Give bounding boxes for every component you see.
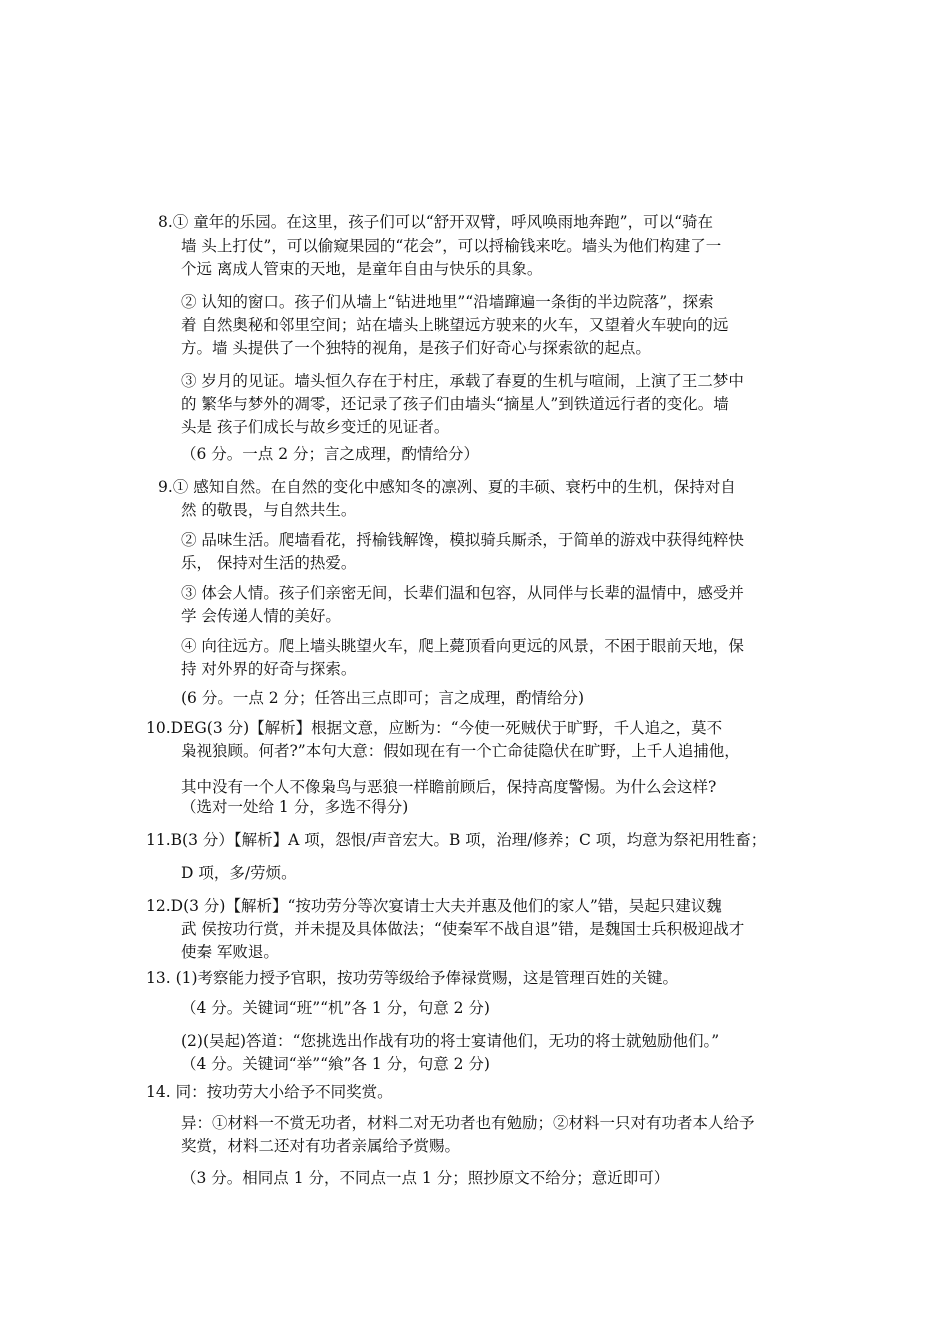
q14-score: （3 分。相同点 1 分，不同点一点 1 分；照抄原文不给分；意近即可） xyxy=(181,1169,670,1187)
q9-line-2: 然 的敬畏，与自然共生。 xyxy=(181,501,357,519)
q8-line-6: 方。墙 头提供了一个独特的视角，是孩子们好奇心与探索欲的起点。 xyxy=(181,339,651,357)
q14-line-1: 14. 同：按功劳大小给予不同奖赏。 xyxy=(146,1083,393,1101)
q9-line-8: 持 对外界的好奇与探索。 xyxy=(181,660,357,678)
q10-line-3: 其中没有一个人不像枭鸟与恶狼一样瞻前顾后，保持高度警惕。为什么会这样? xyxy=(181,778,717,796)
q8-line-9: 头是 孩子们成长与故乡变迁的见证者。 xyxy=(181,418,450,436)
q12-line-1: 12.D(3 分)【解析】“按功劳分等次宴请士大夫并惠及他们的家人”错，吴起只建议魏 xyxy=(146,897,722,915)
q11-line-2: D 项，多/劳烦。 xyxy=(181,864,297,882)
q14-line-3: 奖赏，材料二还对有功者亲属给予赏赐。 xyxy=(181,1137,461,1155)
q9-line-7: ④ 向往远方。爬上墙头眺望火车，爬上薨顶看向更远的风景，不困于眼前天地，保 xyxy=(181,637,744,655)
q8-score: （6 分。一点 2 分；言之成理，酌情给分） xyxy=(181,445,480,463)
q8-line-3: 个远 离成人管束的天地，是童年自由与快乐的具象。 xyxy=(181,260,543,278)
q8-line-4: ② 认知的窗口。孩子们从墙上“钻进地里”“沿墙蹿遍一条街的半边院落”，探索 xyxy=(181,293,714,311)
q8-line-1: 8.① 童年的乐园。在这里，孩子们可以“舒开双臂，呼风唤雨地奔跑”，可以“骑在 xyxy=(158,213,713,231)
q8-line-2: 墙 头上打仗”，可以偷窥果园的“花会”，可以捋榆钱来吃。墙头为他们构建了一 xyxy=(181,237,722,255)
q10-line-1: 10.DEG(3 分)【解析】根据文意，应断为：“今使一死贼伏于旷野，千人追之，莫不 xyxy=(146,719,723,737)
q8-line-7: ③ 岁月的见证。墙头恒久存在于村庄，承载了春夏的生机与喧闹，上演了王二梦中 xyxy=(181,372,744,390)
q10-line-2: 枭视狼顾。何者?”本句大意：假如现在有一个亡命徒隐伏在旷野，上千人追捕他， xyxy=(181,742,740,760)
q9-line-3: ② 品味生活。爬墙看花，捋榆钱解馋，模拟骑兵厮杀，于简单的游戏中获得纯粹快 xyxy=(181,531,744,549)
q9-line-1: 9.① 感知自然。在自然的变化中感知冬的凛冽、夏的丰硕、衰朽中的生机，保持对自 xyxy=(158,478,736,496)
q9-number: 9. xyxy=(158,478,173,496)
q9-line-4: 乐， 保持对生活的热爱。 xyxy=(181,554,357,572)
q9-score: (6 分。一点 2 分；任答出三点即可；言之成理，酌情给分) xyxy=(181,689,585,707)
q8-number: 8. xyxy=(158,213,173,231)
q12-line-3: 使秦 军败退。 xyxy=(181,943,279,961)
q10-score: （选对一处给 1 分，多选不得分) xyxy=(181,798,409,816)
q13-line-2: (2)(吴起)答道：“您挑选出作战有功的将士宴请他们，无功的将士就勉励他们。” xyxy=(181,1032,720,1050)
q8-line-5: 着 自然奥秘和邻里空间；站在墙头上眺望远方驶来的火车，又望着火车驶向的远 xyxy=(181,316,729,334)
q13-score-1: （4 分。关键词“班”“机”各 1 分，句意 2 分) xyxy=(181,999,490,1017)
q9-line-6: 学 会传递人情的美好。 xyxy=(181,607,341,625)
q9-line-5: ③ 体会人情。孩子们亲密无间，长辈们温和包容，从同伴与长辈的温情中，感受并 xyxy=(181,584,744,602)
q13-line-1: 13. (1)考察能力授予官职，按功劳等级给予俸禄赏赐，这是管理百姓的关键。 xyxy=(146,969,679,987)
q12-line-2: 武 侯按功行赏，并未提及具体做法；“使秦军不战自退”错，是魏国士兵积极迎战才 xyxy=(181,920,745,938)
q11-line-1: 11.B(3 分）【解析】A 项，怨恨/声音宏大。B 项，治理/修养；C 项，均意为祭祀用牲畜； xyxy=(146,831,767,849)
q8-line-8: 的 繁华与梦外的凋零，还记录了孩子们由墙头“摘星人”到铁道远行者的变化。墙 xyxy=(181,395,729,413)
q13-score-2: （4 分。关键词“举”“飨”各 1 分，句意 2 分) xyxy=(181,1055,490,1073)
q14-line-2: 异：①材料一不赏无功者，材料二对无功者也有勉励；②材料一只对有功者本人给予 xyxy=(181,1114,755,1132)
